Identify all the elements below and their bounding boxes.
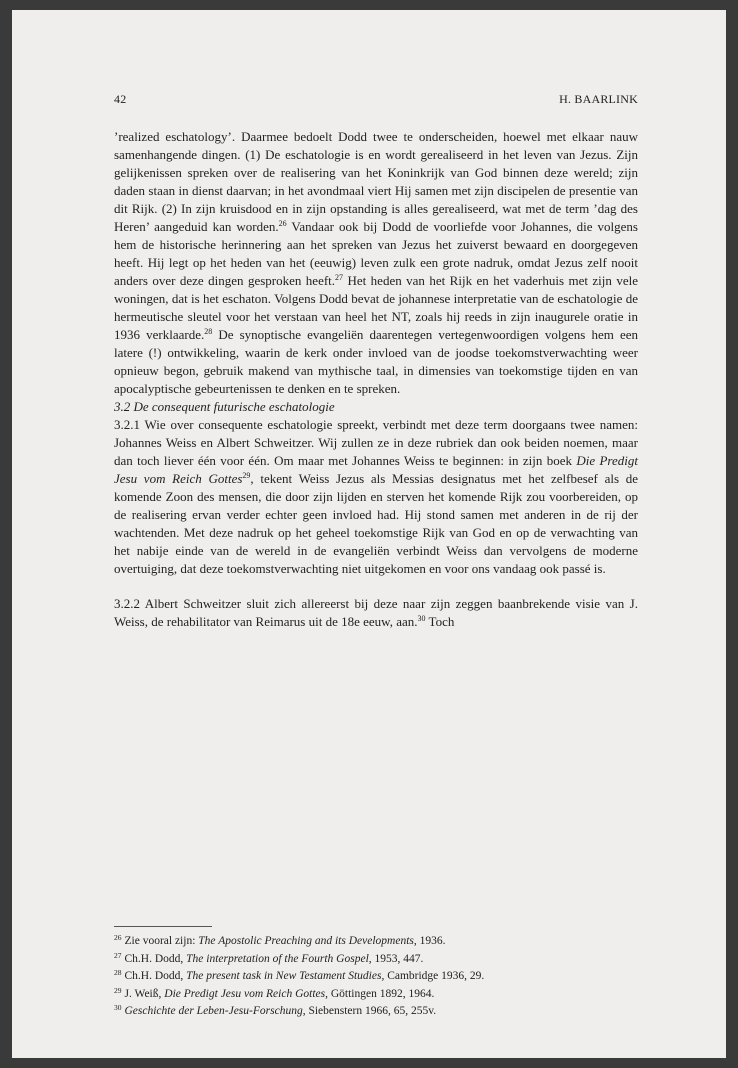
footnote [114,1003,638,1021]
footnote [114,986,638,1004]
running-head-author: H. BAARLINK [559,92,638,106]
footnote-text: , 1953, 447. [368,952,424,965]
section-heading: 3.2 De consequent futurische eschatologie [114,399,335,414]
footnote-number: 30 [114,1003,122,1012]
footnote-title: The interpretation of the Fourth Gospel [186,952,369,965]
footnote [114,933,638,951]
body-text [114,128,638,631]
footnote-text: , 1936. [413,935,446,947]
running-header [114,92,638,107]
footnote-text: Ch.H. Dodd, [124,952,187,965]
footnote-title: The Apostolic Preaching and its Developments [198,935,414,947]
footnote-ref[interactable]: 30 [417,614,426,623]
footnote [114,951,638,969]
text-run: Toch [425,614,455,629]
footnotes [114,933,638,1021]
footnote-title: Die Predigt Jesu vom Reich Gottes [164,987,326,1000]
footnote [114,968,638,986]
footnote-text: Ch.H. Dodd, [124,970,187,982]
text-run: Het heden van het Rijk en het vaderhuis met zijn vele woningen, dat is het eschaton. Volgens Dodd bevat de johannese interpretatie van de eschatologie de hermeutische sleutel voor het verstaan van heel het NT, zoals hij reeds in zijn inaugurele oratie in 1936 verklaarde. [114,273,638,342]
footnote-number: 26 [114,933,122,942]
footnote-ref[interactable]: 27 [335,273,344,282]
footnote-ref[interactable]: 29 [242,471,251,480]
text-run: 3.2.2 Albert Schweitzer sluit zich allereerst bij deze naar zijn zeggen baanbrekende visie van J. Weiss, de rehabilitator van Reimarus uit de 18e eeuw, aan. [114,596,638,629]
book-title: Die Predigt Jesu vom Reich Gottes [114,453,639,486]
footnote-text: Zie vooral zijn: [124,935,199,947]
footnote-text: , Göttingen 1892, 1964. [325,987,435,1000]
footnote-divider [114,926,212,927]
paragraph-weiss [114,416,638,578]
text-run: ’realized eschatology’. Daarmee bedoelt Dodd twee te onderscheiden, hoewel met elkaar nauw samenhangende dingen. (1) De eschatologie is en wordt gerealiseerd in het leven van Jezus. Zijn gelijkenissen spreken over de realisering van het Koninkrijk van God binnen deze wereld; zijn daden staan in dienst daarvan; in het avondmaal viert Hij samen met zijn discipelen de presentie van dit Rijk. (2) In zijn kruisdood en in zijn opstanding is alles gerealiseerd, wat met de term ’dag des Heren’ aangeduid kan worden. [114,129,638,234]
text-run: 3.2.1 Wie over consequente eschatologie spreekt, verbindt met deze term doorgaans twee namen: Johannes Weiss en Albert Schweitzer. Wij zullen ze in deze rubriek dan ook beiden noemen, maar dan toch liever één voor één. Om maar met Johannes Weiss te beginnen: in zijn boek [114,417,638,468]
footnote-text: , Cambridge 1936, 29. [381,970,485,982]
footnote-ref[interactable]: 26 [278,219,287,228]
footnote-ref[interactable]: 28 [204,327,213,336]
footnote-title: Geschichte der Leben-Jesu-Forschung [124,1005,303,1017]
footnote-title: The present task in New Testament Studies [186,970,382,982]
footnote-number: 28 [114,968,122,977]
paragraph-schweitzer [114,595,638,631]
footnote-text: , Siebenstern 1966, 65, 255v. [302,1005,437,1017]
footnote-number: 27 [114,950,122,960]
text-run: , tekent Weiss Jezus als Messias designatus met het zelfbesef als de komende Zoon des mensen, die door zijn lijden en sterven het komende Rijk zou voorbereiden, op de realisering ervan verder echter geen invloed had. Hij stond samen met anderen in de rij der wachtenden. Met deze nadruk op het geheel toekomstige Rijk van God en op de verwachting van het nabije einde van de wereld in de evangeliën verbindt Weiss dan vervolgens de moderne overtuiging, dat deze toekomstverwachting niet uitgekomen en voor ons vandaag ook passé is. [114,471,639,576]
page-number: 42 [114,92,127,106]
footnote-number: 29 [114,985,122,995]
paragraph-realized-eschatology [114,128,638,398]
text-run: Vandaar ook bij Dodd de voorliefde voor Johannes, die volgens hem de historische herinnering aan het spreken van Jezus het zuiverst bewaard en doorgegeven heeft. Hij legt op het heden van het (eeuwig) leven zulk een grote nadruk, omdat Jezus zelf nooit anders over deze dingen gesproken heeft. [114,219,638,288]
book-page [12,10,726,1058]
footnote-text: J. Weiß, [124,987,165,1000]
text-run: De synoptische evangeliën daarentegen vertegenwoordigen volgens hem een latere (!) ontwikkeling, waarin de kerk onder invloed van de joodse toekomstverwachting weer opnieuw begon, gebruik makend van mythische taal, in dimensies van toekomstige tijden en van apocalyptische gebeurtenissen te denken en te spreken. [114,327,638,396]
